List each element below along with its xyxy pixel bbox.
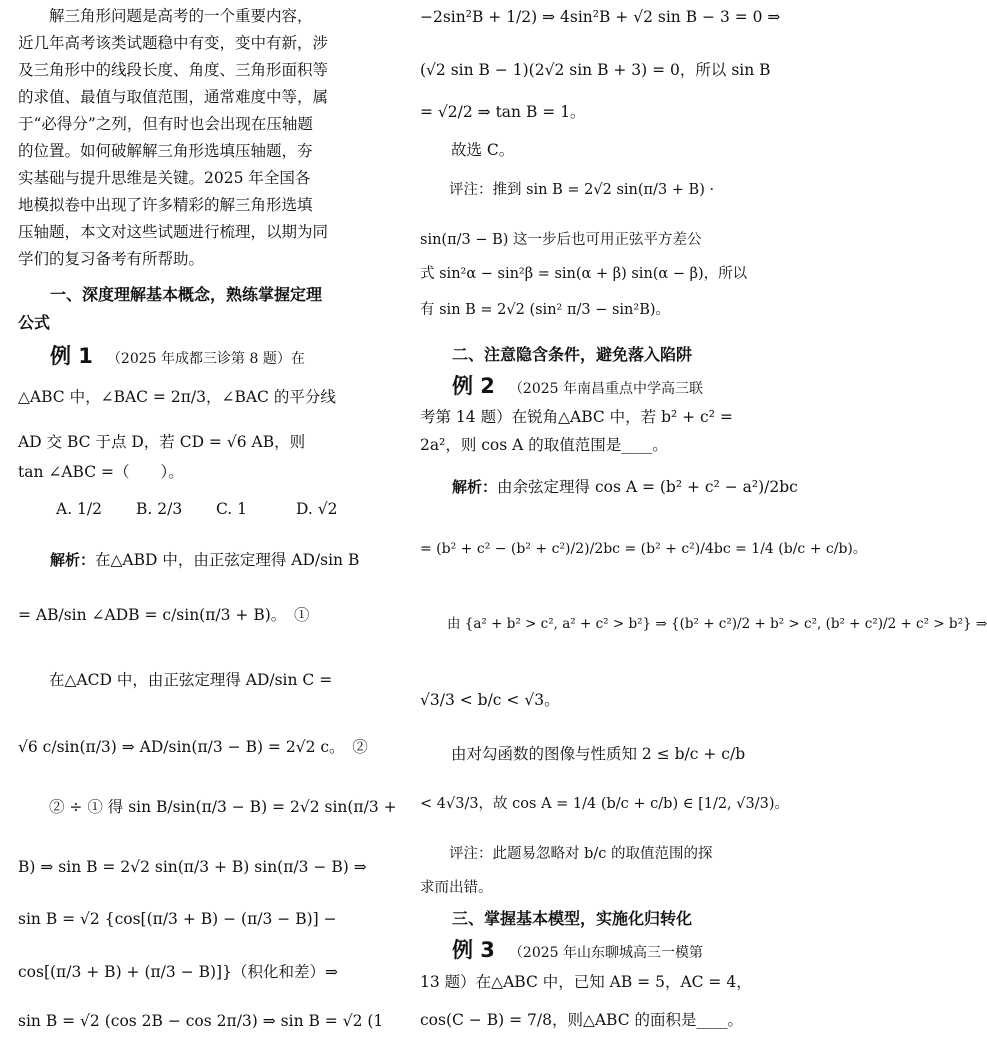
section-heading-1: 一、深度理解基本概念，熟练掌握定理 [50, 285, 323, 304]
option-b: B. 2/3 [136, 500, 183, 518]
intro-line: 学们的复习备考有所帮助。 [18, 250, 205, 268]
section-heading-2: 二、注意隐含条件，避免落入陷阱 [452, 345, 693, 364]
example-2-line: 2a²，则 cos A 的取值范围是____。 [420, 436, 668, 454]
example-3-line: cos(C − B) = 7/8，则△ABC 的面积是____。 [420, 1011, 744, 1029]
solution-2-line: < 4√3/3，故 cos A = 1/4 (b/c + c/b) ∈ [1/2, √3/3)。 [420, 796, 790, 812]
solution-2-line: 由 {a² + b² > c², a² + c² > b²} ⇒ {(b² + c²)/2 + b² > c², (b² + c²)/2 + c² > b²} ⇒ [420, 616, 987, 632]
comment-1-line: sin(π/3 − B) 这一步后也可用正弦平方差公 [420, 232, 702, 248]
intro-line: 实基础与提升思维是关键。2025 年全国各 [18, 169, 311, 187]
solution-1-first [18, 548, 390, 570]
intro-line: 的求值、最值与取值范围，通常难度中等，属 [18, 88, 329, 106]
intro-line: 的位置。如何破解解三角形选填压轴题，夯 [18, 142, 313, 160]
answer-line: 故选 C。 [420, 141, 515, 159]
solution-cont-line: −2sin²B + 1/2) ⇒ 4sin²B + √2 sin B − 3 = 0 ⇒ [420, 8, 781, 26]
intro-line: 及三角形中的线段长度、角度、三角形面积等 [18, 61, 329, 79]
solution-line: ② ÷ ① 得 sin B/sin(π/3 − B) = 2√2 sin(π/3 + [18, 798, 397, 816]
example-1-line: AD 交 BC 于点 D，若 CD = √6 AB，则 [18, 433, 306, 451]
solution-line: 在△ACD 中，由正弦定理得 AD/sin C = [18, 671, 333, 689]
solution-2-label: 解析： [452, 478, 498, 496]
comment-2-line: 评注：此题易忽略对 b/c 的取值范围的探 [420, 846, 713, 862]
solution-label: 解析： [50, 551, 96, 569]
intro-line: 近几年高考该类试题稳中有变，变中有新，涉 [18, 34, 329, 52]
intro-line: 于“必得分”之列，但有时也会出现在压轴题 [18, 115, 313, 133]
section-heading-3: 三、掌握基本模型，实施化归转化 [452, 909, 693, 928]
solution-2-line: = (b² + c² − (b² + c²)/2)/2bc = (b² + c²)/4bc = 1/4 (b/c + c/b)。 [420, 541, 867, 557]
comment-1-line: 式 sin²α − sin²β = sin(α + β) sin(α − β)，所以 [420, 266, 748, 282]
example-1-options [18, 500, 390, 518]
example-1-source: （2025 年成都三诊第 8 题）在 [106, 351, 305, 367]
option-d: D. √2 [296, 500, 338, 518]
solution-line: 在△ABD 中，由正弦定理得 AD/sin B [95, 551, 360, 569]
example-2-source: （2025 年南昌重点中学高三联 [508, 381, 704, 397]
intro-line: 地模拟卷中出现了许多精彩的解三角形选填 [18, 196, 313, 214]
comment-2-line: 求而出错。 [420, 880, 493, 896]
solution-line: √6 c/sin(π/3) ⇒ AD/sin(π/3 − B) = 2√2 c。 ② [18, 738, 368, 756]
example-1-line: tan ∠ABC =（ ）。 [18, 463, 184, 481]
solution-2-line: 由余弦定理得 cos A = (b² + c² − a²)/2bc [497, 478, 798, 496]
comment-1-line: 评注：推到 sin B = 2√2 sin(π/3 + B) · [420, 182, 715, 198]
solution-cont-line: = √2/2 ⇒ tan B = 1。 [420, 103, 586, 121]
comment-1-line: 有 sin B = 2√2 (sin² π/3 − sin²B)。 [420, 302, 671, 318]
solution-line: cos[(π/3 + B) + (π/3 − B)]}（积化和差）⇒ [18, 963, 338, 981]
solution-2-line: 由对勾函数的图像与性质知 2 ≤ b/c + c/b [420, 745, 746, 763]
example-1-line: △ABC 中，∠BAC = 2π/3，∠BAC 的平分线 [18, 388, 336, 406]
example-1-label: 例 1 [50, 344, 93, 368]
option-c: C. 1 [216, 500, 248, 518]
solution-cont-line: (√2 sin B − 1)(2√2 sin B + 3) = 0，所以 sin B [420, 61, 771, 79]
example-3-line: 13 题）在△ABC 中，已知 AB = 5，AC = 4， [420, 973, 752, 991]
solution-line: sin B = √2 (cos 2B − cos 2π/3) ⇒ sin B = √2 (1 [18, 1012, 384, 1030]
example-2-label: 例 2 [452, 374, 495, 398]
section-heading-1-cont: 公式 [18, 313, 51, 332]
option-a: A. 1/2 [56, 500, 102, 518]
solution-2-first [420, 475, 798, 497]
example-3-header [420, 934, 788, 964]
solution-line: = AB/sin ∠ADB = c/sin(π/3 + B)。 ① [18, 606, 310, 624]
intro-line: 解三角形问题是高考的一个重要内容， [18, 7, 313, 25]
example-3-label: 例 3 [452, 938, 495, 962]
solution-2-line: √3/3 < b/c < √3。 [420, 691, 560, 709]
example-3-source: （2025 年山东聊城高三一模第 [508, 945, 704, 961]
solution-line: sin B = √2 {cos[(π/3 + B) − (π/3 − B)] − [18, 910, 337, 928]
example-2-header [420, 370, 788, 400]
intro-line: 压轴题，本文对这些试题进行梳理，以期为同 [18, 223, 329, 241]
solution-line: B) ⇒ sin B = 2√2 sin(π/3 + B) sin(π/3 − B) ⇒ [18, 858, 367, 876]
example-2-line: 考第 14 题）在锐角△ABC 中，若 b² + c² = [420, 408, 733, 426]
example-1-header [18, 340, 390, 370]
